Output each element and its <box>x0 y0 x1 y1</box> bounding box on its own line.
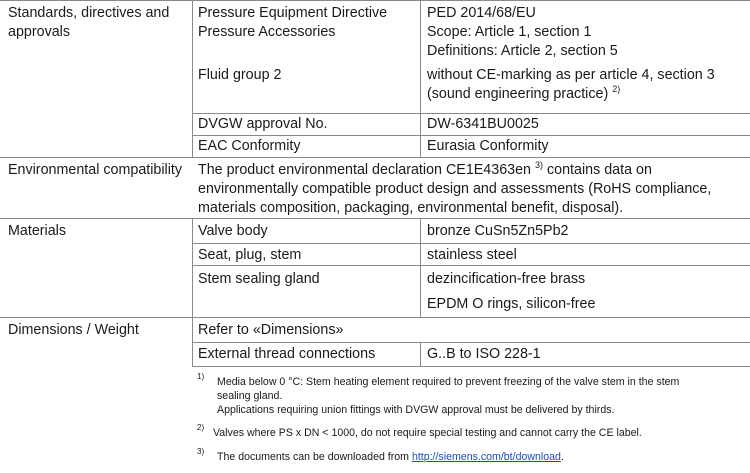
row-divider <box>0 218 750 219</box>
column-divider <box>192 0 193 157</box>
eac-conformity-value: Eurasia Conformity <box>427 138 549 154</box>
env-line2: environmentally compatible product design and assessments (RoHS compliance, <box>198 181 712 197</box>
footnote-ref: 2) <box>612 84 621 95</box>
footnote-1 <box>217 375 679 417</box>
dvgw-approval-label: DVGW approval No. <box>198 116 328 132</box>
env-line3: materials composition, packaging, environmental benefit, disposal). <box>198 200 624 216</box>
footnote-line: sealing gland. <box>217 390 283 402</box>
ped-value-line: Scope: Article 1, section 1 <box>427 24 592 40</box>
column-divider <box>420 0 421 157</box>
label-line: Standards, directives and <box>8 5 170 21</box>
seat-plug-stem-value: stainless steel <box>427 247 517 263</box>
section-label-dimensions: Dimensions / Weight <box>8 322 139 338</box>
row-divider <box>192 265 750 266</box>
ped-value <box>427 4 618 61</box>
thread-connections-label: External thread connections <box>198 346 376 362</box>
fluid-value-line: (sound engineering practice) <box>427 86 609 102</box>
column-divider <box>420 218 421 317</box>
footnote-2: Valves where PS x DN < 1000, do not require special testing and cannot carry the CE label. <box>213 427 642 439</box>
fluid-group-value <box>427 66 715 104</box>
dvgw-approval-value: DW-6341BU0025 <box>427 116 539 132</box>
row-divider <box>192 135 750 136</box>
thread-connections-value: G..B to ISO 228-1 <box>427 346 541 362</box>
fluid-group: Fluid group 2 <box>198 67 282 83</box>
footnote-3-period: . <box>560 451 564 463</box>
env-line1-post: contains data on <box>547 162 652 178</box>
ped-value-line: PED 2014/68/EU <box>427 5 536 21</box>
section-label-materials: Materials <box>8 223 66 239</box>
column-divider <box>192 218 193 366</box>
seat-plug-stem-label: Seat, plug, stem <box>198 247 302 263</box>
row-divider <box>192 342 750 343</box>
footnote-line: Media below 0 °C: Stem heating element required to prevent freezing of the valve stem in the stem <box>217 376 680 388</box>
ped-value-line: Definitions: Article 2, section 5 <box>427 43 618 59</box>
valve-body-label: Valve body <box>198 223 268 239</box>
footnote-line: Applications requiring union fittings with DVGW approval must be delivered by thirds. <box>217 404 615 416</box>
footnote-1-number: 1) <box>197 372 205 381</box>
valve-body-value: bronze CuSn5Zn5Pb2 <box>427 223 569 239</box>
download-link[interactable]: http://siemens.com/bt/download <box>411 451 561 463</box>
footnote-ref: 3) <box>535 160 544 171</box>
row-divider <box>192 366 750 367</box>
row-divider <box>192 113 750 114</box>
footnote-3-number: 3) <box>197 447 205 456</box>
section-label-standards <box>8 4 169 42</box>
ped-directive <box>198 4 387 42</box>
fluid-value-line: without CE-marking as per article 4, section 3 <box>427 67 715 83</box>
stem-sealing-gland-label: Stem sealing gland <box>198 271 320 287</box>
row-divider <box>0 0 750 1</box>
row-divider <box>0 317 750 318</box>
stem-sealing-gland-value-1: dezincification-free brass <box>427 271 586 287</box>
label-line: approvals <box>8 24 70 40</box>
environment-text <box>198 161 711 218</box>
footnote-3-text: The documents can be downloaded from <box>217 451 409 463</box>
env-line1-pre: The product environmental declaration CE1E4363en <box>198 162 532 178</box>
footnote-2-number: 2) <box>197 423 205 432</box>
footnote-3 <box>217 450 564 464</box>
section-label-environment: Environmental compatibility <box>8 162 183 178</box>
row-divider <box>0 157 750 158</box>
dimensions-reference: Refer to «Dimensions» <box>198 322 344 338</box>
row-divider <box>192 243 750 244</box>
ped-line: Pressure Accessories <box>198 24 336 40</box>
ped-line: Pressure Equipment Directive <box>198 5 388 21</box>
eac-conformity-label: EAC Conformity <box>198 138 301 154</box>
column-divider <box>420 342 421 366</box>
stem-sealing-gland-value-2: EPDM O rings, silicon-free <box>427 296 596 312</box>
